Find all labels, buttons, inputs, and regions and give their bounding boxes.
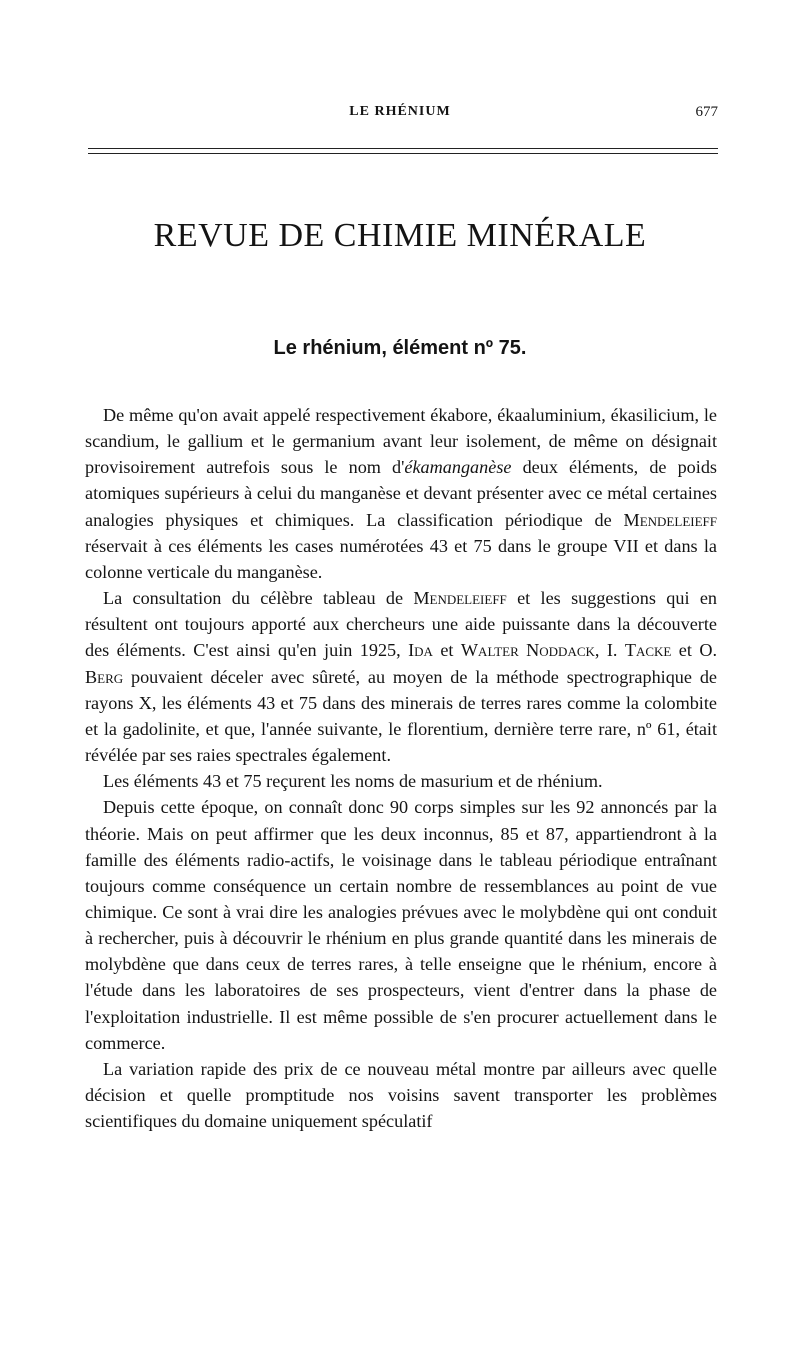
italic-term: ékamanganèse	[404, 457, 512, 478]
author-name: Mendeleieff	[413, 588, 507, 609]
page-number: 677	[695, 104, 718, 120]
paragraph-4: Depuis cette époque, on connaît donc 90 corps simples sur les 92 annoncés par la théorie. Mais on peut affirmer que les deux inconnus, 85 et 87, appartiendront à la famille des éléments radio-actifs, le voisinage dans le tableau périodique entraînant toujours comme conséquence un certain nombre de ressemblances au point de vue chimique. Ce sont à vrai dire les analogies prévues avec le molybdène qui ont conduit à rechercher, puis à découvrir le rhénium en plus grande quantité dans les minerais de molybdène que dans ceux de terres rares, à telle enseigne que le rhénium, encore à l'étude dans les laboratoires de ses prospecteurs, vient d'entrer dans la phase de l'exploitation industrielle. Il est même possible de s'en procurer actuellement dans le commerce.	[85, 797, 717, 1053]
author-name: Tacke	[624, 640, 672, 661]
paragraph-3: Les éléments 43 et 75 reçurent les noms de masurium et de rhénium.	[103, 771, 603, 792]
paragraph-5: La variation rapide des prix de ce nouveau métal montre par ailleurs avec quelle décision et quelle promptitude nos voisins savent transporter les problèmes scientifiques du domaine uniquement spéculatif	[85, 1058, 717, 1132]
author-name: Berg	[85, 666, 124, 687]
section-title: REVUE DE CHIMIE MINÉRALE	[153, 217, 647, 254]
paragraph-1: De même qu'on avait appelé respectivement ékabore, ékaaluminium, ékasilicium, le scandium, le gallium et le germanium avant leur isolement, de même on désignait provisoirement autrefois sous le nom d'ékamanganèse deux éléments, de poids atomiques supérieurs à celui du manganèse et devant présenter avec ce métal certaines analogies physiques et chimiques. La classification périodique de Mendeleieff réservait à ces éléments les cases numérotées 43 et 75 dans le groupe VII et dans la colonne verticale du manganèse.	[85, 405, 717, 582]
header-rule-bottom	[88, 153, 718, 154]
header-rule-top	[88, 148, 718, 149]
paragraph-2: La consultation du célèbre tableau de Mendeleieff et les suggestions qui en résultent ont toujours apporté aux chercheurs une aide puissante dans la découverte des éléments. C'est ainsi qu'en juin 1925, Ida et Walter Noddack, I. Tacke et O. Berg pouvaient déceler avec sûreté, au moyen de la méthode spectrographique de rayons X, les éléments 43 et 75 dans des minerais de terres rares comme la colombite et la gadolinite, et que, l'année suivante, le florentium, dernière terre rare, nº 61, était révélée par ses raies spectrales également.	[85, 588, 717, 766]
running-head	[82, 104, 718, 126]
running-head-title: LE RHÉNIUM	[349, 104, 451, 119]
article-subtitle: Le rhénium, élément nº 75.	[273, 337, 527, 359]
author-name: Walter Noddack	[460, 640, 595, 661]
author-name: Mendeleieff	[623, 509, 717, 530]
article-body	[85, 402, 717, 1134]
author-name: Ida	[408, 640, 433, 661]
